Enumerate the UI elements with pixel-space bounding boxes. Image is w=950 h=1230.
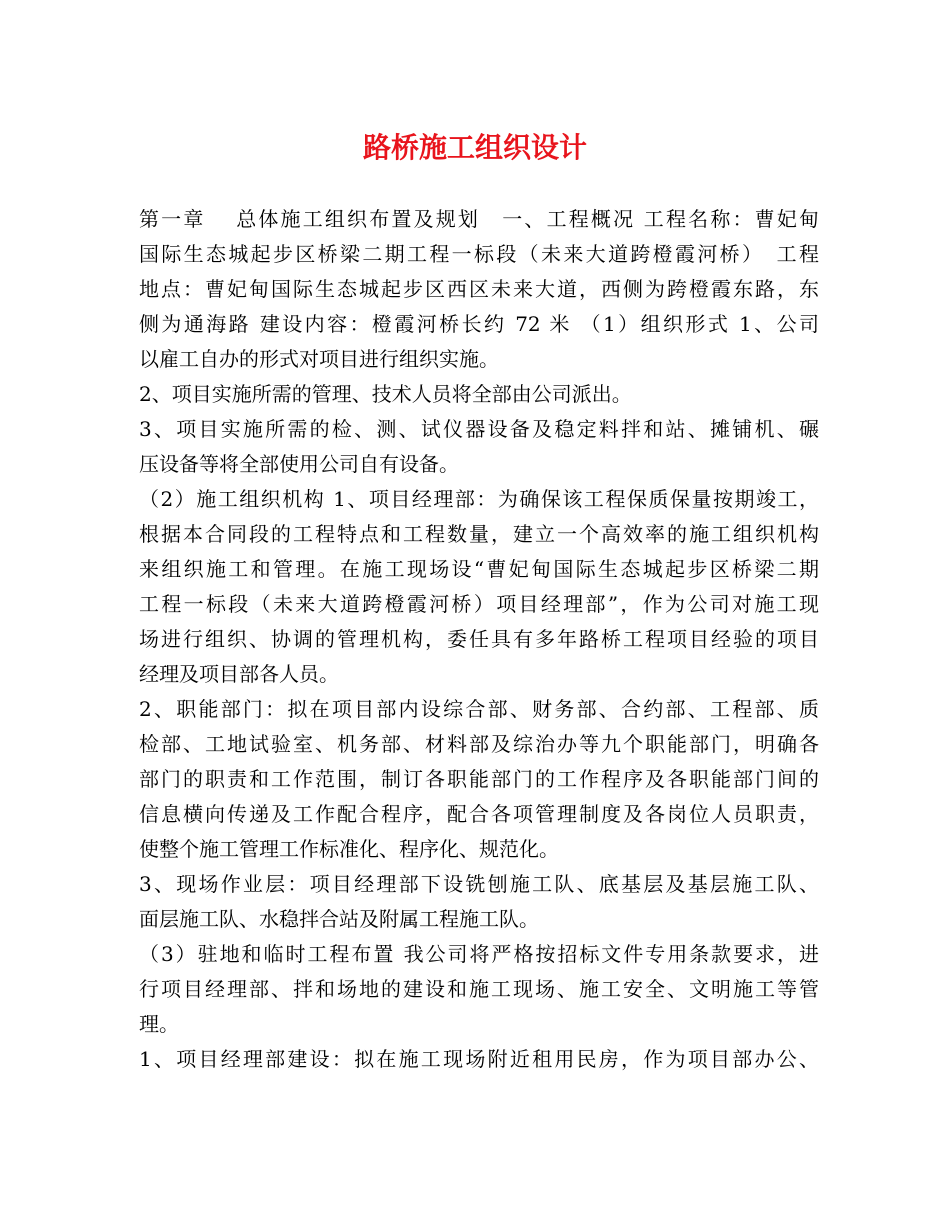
text-line: 以雇工自办的形式对项目进行组织实施。 xyxy=(139,347,499,371)
text-line: 经理及项目部各人员。 xyxy=(139,662,339,686)
text-line: 2、职能部门：拟在项目部内设综合部、财务部、合约部、工程部、质 xyxy=(139,697,819,721)
text-line: 场进行组织、协调的管理机构，委任具有多年路桥工程项目经验的项目 xyxy=(139,627,819,651)
text-line: （3）驻地和临时工程布置 我公司将严格按招标文件专用条款要求，进 xyxy=(139,942,819,966)
text-line: 检部、工地试验室、机务部、材料部及综治办等九个职能部门，明确各 xyxy=(139,732,819,756)
text-line: 地点：曹妃甸国际生态城起步区西区未来大道，西侧为跨橙霞东路，东 xyxy=(139,277,819,301)
text-line: 3、现场作业层：项目经理部下设铣刨施工队、底基层及基层施工队、 xyxy=(139,872,819,896)
text-line: 2、项目实施所需的管理、技术人员将全部由公司派出。 xyxy=(139,382,632,406)
text-line: 信息横向传递及工作配合程序，配合各项管理制度及各岗位人员职责， xyxy=(139,802,819,826)
page-title: 路桥施工组织设计 xyxy=(362,131,587,164)
document-body xyxy=(139,202,819,1077)
text-line: （2）施工组织机构 1、项目经理部：为确保该工程保质保量按期竣工， xyxy=(139,487,819,511)
text-line: 第一章 总体施工组织布置及规划 一、工程概况 工程名称：曹妃甸 xyxy=(139,207,819,231)
text-line: 面层施工队、水稳拌合站及附属工程施工队。 xyxy=(139,907,539,931)
text-line: 根据本合同段的工程特点和工程数量，建立一个高效率的施工组织机构 xyxy=(139,522,819,546)
text-line: 使整个施工管理工作标准化、程序化、规范化。 xyxy=(139,837,559,861)
text-line: 侧为通海路 建设内容：橙霞河桥长约 72 米 （1）组织形式 1、公司 xyxy=(139,312,819,336)
text-line: 部门的职责和工作范围，制订各职能部门的工作程序及各职能部门间的 xyxy=(139,767,819,791)
text-line: 国际生态城起步区桥梁二期工程一标段（未来大道跨橙霞河桥） 工程 xyxy=(139,242,819,266)
text-line: 工程一标段（未来大道跨橙霞河桥）项目经理部”，作为公司对施工现 xyxy=(139,592,819,616)
text-line: 理。 xyxy=(139,1012,179,1036)
text-line: 来组织施工和管理。在施工现场设“曹妃甸国际生态城起步区桥梁二期 xyxy=(139,557,819,581)
text-line: 行项目经理部、拌和场地的建设和施工现场、施工安全、文明施工等管 xyxy=(139,977,819,1001)
text-line: 1、项目经理部建设：拟在施工现场附近租用民房，作为项目部办公、 xyxy=(139,1047,819,1071)
text-line: 压设备等将全部使用公司自有设备。 xyxy=(139,452,459,476)
text-line: 3、项目实施所需的检、测、试仪器设备及稳定料拌和站、摊铺机、碾 xyxy=(139,417,819,441)
